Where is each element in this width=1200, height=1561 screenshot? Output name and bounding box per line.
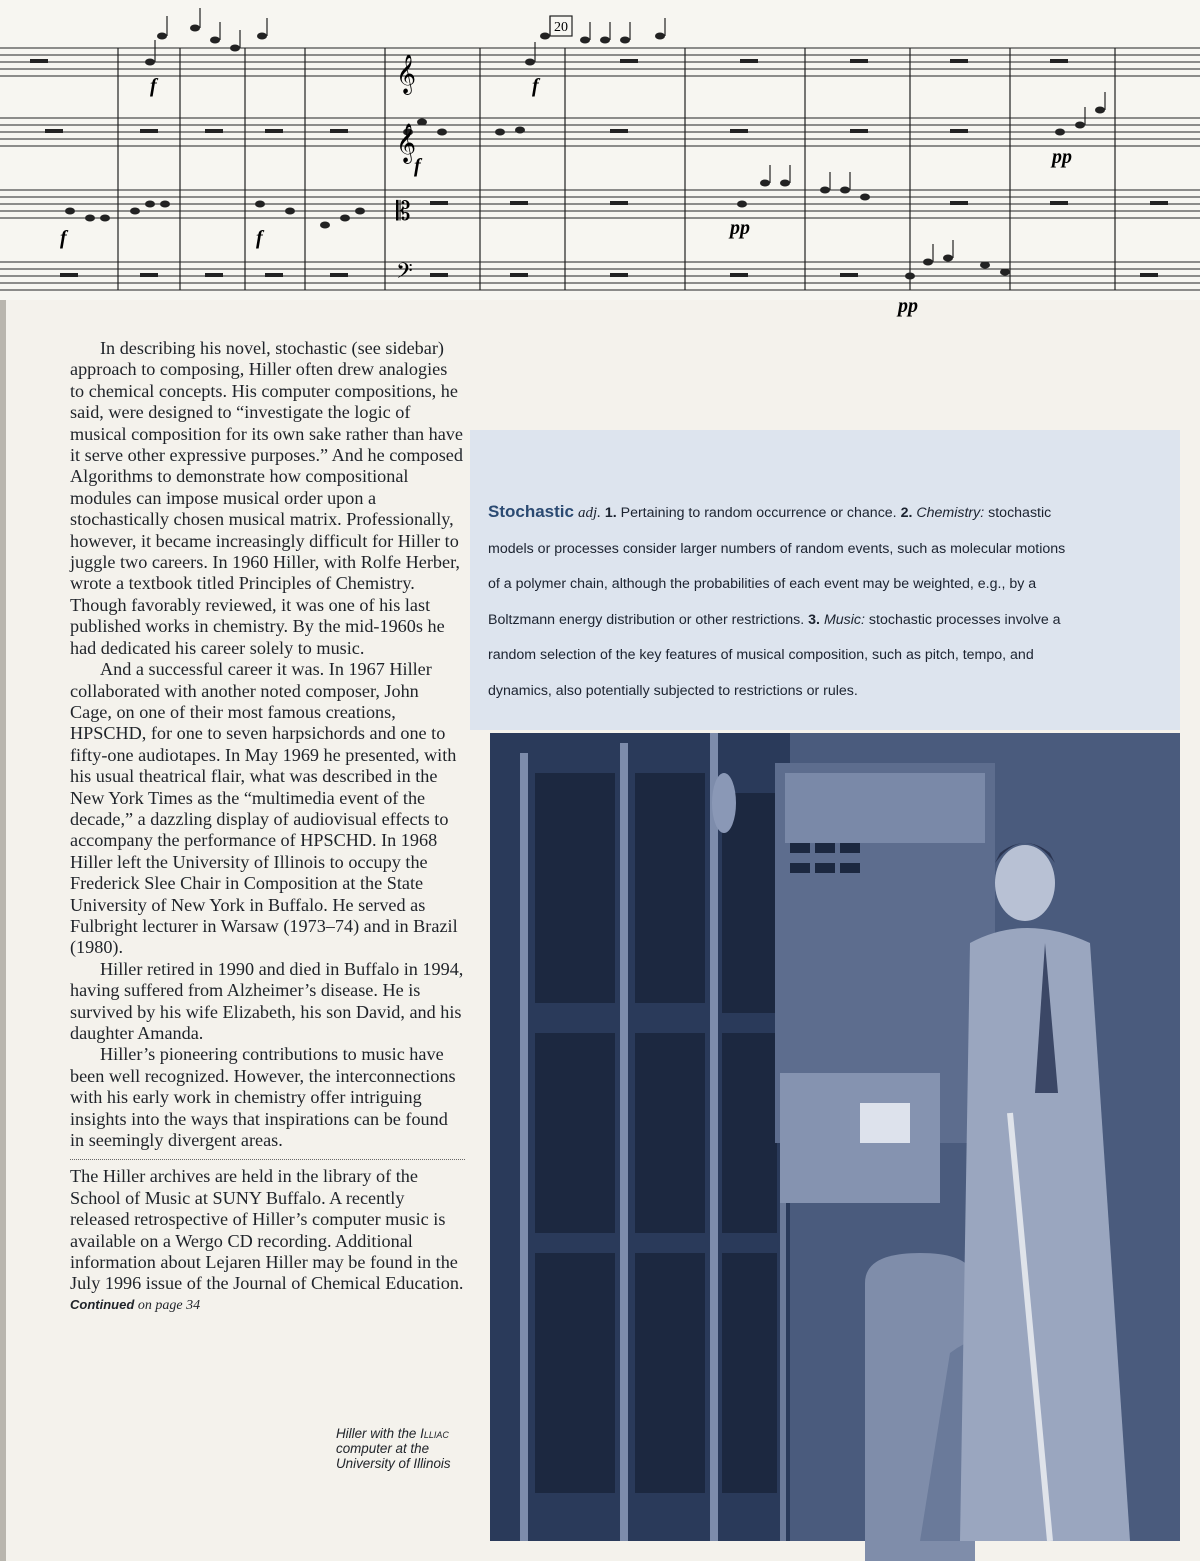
article-paragraph: Hiller retired in 1990 and died in Buffalo in 1994, having suffered from Alzheimer’s disease. He is survived by his wife Elizabeth, his son David, and his daughter Amanda. [70,958,464,1043]
definition-number: 1. [604,505,617,521]
article-paragraph: Hiller’s pioneering contributions to music have been well recognized. However, the interconnections with his early work in chemistry offer intriguing insights into the ways that inspirations can be found in seemingly divergent areas. [70,1044,456,1151]
svg-text:𝄡: 𝄡 [396,197,411,227]
sidebar-term: Stochastic [488,502,574,521]
illiac-photo [490,733,1180,1541]
svg-text:𝄞: 𝄞 [396,54,417,94]
svg-text:𝄞: 𝄞 [396,123,417,163]
caption-line: computer at the [336,1441,430,1456]
dynamic-mark: f [256,227,263,249]
archive-note: The Hiller archives are held in the library of the School of Music at SUNY Buffalo. A recently released retrospective of Hiller’s computer music is available on a Wergo CD recording. Additional information about Lejaren Hiller may be found in the July 1996 issue of the Journal of Chemical Education. [70,1166,464,1294]
score-staves [0,0,1200,317]
svg-text:𝄢: 𝄢 [396,259,413,289]
caption-line: University of Illinois [336,1456,451,1471]
dynamic-mark: f [532,75,539,97]
article-paragraph: In describing his novel, stochastic (see sidebar) approach to composing, Hiller often drew analogies to chemical concepts. His computer compositions, he said, were designed to “investigate the logic of musical composition for its own sake rather than have it serve other expressive purposes.” And he composed Algorithms to demonstrate how compositional modules can impose musical order upon a stochastically chosen musical matrix. Professionally, however, it became increasingly difficult for Hiller to juggle two careers. In 1960 Hiller, with Rolfe Herber, wrote a textbook titled Principles of Chemistry. Though favorably reviewed, it was one of his last published works in chemistry. By the mid-1960s he had dedicated his career solely to music. [70,338,463,658]
continued-link[interactable] [70,1297,465,1314]
dynamic-mark: pp [730,217,750,239]
measure-number: 20 [554,20,568,35]
definition-number: 2. [900,505,913,521]
definition-text: stochastic processes involve a random selection of the key features of musical composition, such as pitch, tempo, and dynamics, also potentially subjected to restrictions or rules. [488,611,1061,699]
dynamic-mark: f [60,227,67,249]
definition-field: Chemistry: [916,505,985,521]
dynamic-mark: f [414,155,421,177]
dynamic-mark: pp [898,295,918,317]
continued-page: on page 34 [137,1297,201,1313]
article-paragraph: And a successful career it was. In 1967 Hiller collaborated with another noted composer, John Cage, on one of their most famous creations, HPSCHD, for one to seven harpsichords and one to fifty-one audiotapes. In May 1969 he presented, with his usual theatrical flair, what was described in the New York Times as the “multimedia event of the decade,” a dazzling display of audiovisual effects to accompany the performance of HPSCHD. In 1968 Hiller left the University of Illinois to occupy the Frederick Slee Chair in Composition at the State University of New York in Buffalo. He served as Fulbright lecturer in Warsaw (1973–74) and in Brazil (1980). [70,659,458,958]
continued-label: Continued [70,1296,135,1312]
caption-computer: Illiac [420,1426,449,1441]
divider [70,1159,465,1160]
photo-caption [336,1426,476,1471]
photo-illustration [490,733,1180,1541]
dynamic-mark: f [150,75,157,97]
definition-number: 3. [808,611,821,628]
sidebar-definition [488,494,1073,709]
music-score [0,0,1200,317]
definition-field: Music: [823,611,865,628]
article-column [70,338,465,1314]
definition-text: Pertaining to random occurrence or chance. [620,505,897,521]
part-of-speech: adj. [577,505,601,521]
definition-text: stochastic models or processes consider larger numbers of random events, such as molecular motions of a polymer chain, although the probabilities of each event may be weighted, e.g., by a Boltzmann energy distribution or other restrictions. [488,505,1066,628]
caption-line: Hiller with the [336,1426,417,1441]
dynamic-mark: pp [1052,146,1072,168]
